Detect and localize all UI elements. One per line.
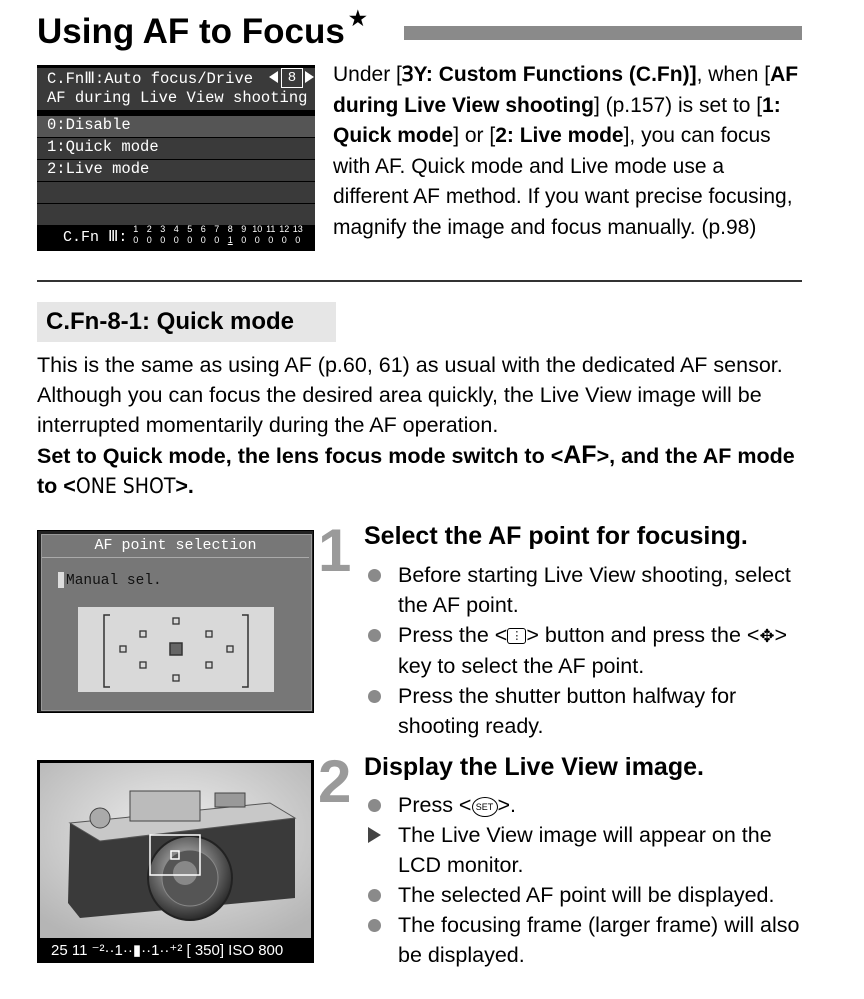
fn-number: 12 xyxy=(279,224,290,234)
right-arrow-icon xyxy=(305,71,314,83)
fn-setting-8 xyxy=(224,224,238,246)
step-2-bullet-3: The selected AF point will be displayed. xyxy=(398,883,775,907)
fn-number: 8 xyxy=(227,224,233,234)
af-screen-title: AF point selection xyxy=(94,537,257,554)
fn-value: 0 xyxy=(160,235,166,245)
fn-setting-13 xyxy=(291,224,305,246)
list-item xyxy=(364,681,804,741)
fn-number: 1 xyxy=(133,224,139,234)
fn-setting-12 xyxy=(278,224,292,246)
one-shot-symbol: ONE SHOT xyxy=(75,474,176,498)
function-settings-grid xyxy=(129,224,309,250)
live-view-screen xyxy=(37,760,314,963)
option-disable: 0:Disable xyxy=(47,116,131,134)
fn-number: 3 xyxy=(160,224,166,234)
af-symbol: AF xyxy=(563,441,597,469)
section-body xyxy=(37,350,812,501)
bullet-icon xyxy=(368,919,381,932)
intro-text-5: ], you can focus with AF. Quick mode and Live mode use a different AF method. If you want precise focusing, magnify the image and focus manually. (p.98) xyxy=(333,124,793,239)
live-view-status-bar: 25 11 ⁻²··1··▮··1··⁺² [ 350] ISO 800 xyxy=(51,942,284,959)
custom-function-screen xyxy=(37,65,315,251)
page-indicator: 8 xyxy=(281,68,303,88)
step-1-number: 1 xyxy=(318,517,352,584)
list-item xyxy=(364,820,804,880)
fn-setting-7 xyxy=(210,224,224,246)
intro-text-1: Under [ xyxy=(333,63,402,86)
set-button-icon: SET xyxy=(472,797,498,817)
list-item xyxy=(364,560,804,620)
fn-value: 0 xyxy=(214,235,220,245)
menu-line-category: C.FnⅢ:Auto focus/Drive xyxy=(47,70,254,88)
fn-setting-3 xyxy=(156,224,170,246)
intro-bold-2: AF during Live View shooting xyxy=(333,63,799,117)
fn-setting-11 xyxy=(264,224,278,246)
af-point-button-icon: ⋮ xyxy=(507,628,526,644)
fn-number: 7 xyxy=(214,224,220,234)
fn-value: 1 xyxy=(227,235,233,245)
fn-setting-2 xyxy=(143,224,157,246)
section-body-text: This is the same as using AF (p.60, 61) as usual with the dedicated AF sensor. Although you can focus the desired area quickly, the Live View image will be interrupted momentarily during the AF operation. xyxy=(37,353,783,437)
section-instruction xyxy=(37,441,795,498)
instruction-text-c: >. xyxy=(175,474,194,498)
page-title xyxy=(37,6,367,52)
fn-number: 9 xyxy=(241,224,247,234)
footer-label: C.Fn Ⅲ: xyxy=(63,229,128,246)
page-title-text: Using AF to Focus xyxy=(37,12,345,51)
title-bar-decoration xyxy=(404,26,802,40)
intro-bold-4: 2: Live mode xyxy=(495,124,624,147)
step-2-title: Display the Live View image. xyxy=(364,753,704,781)
step-2-bullet-4: The focusing frame (larger frame) will also be displayed. xyxy=(398,913,800,967)
fn-value: 0 xyxy=(133,235,139,245)
fn-value: 0 xyxy=(173,235,179,245)
section-heading: C.Fn-8-1: Quick mode xyxy=(37,302,336,342)
option-quick-mode: 1:Quick mode xyxy=(47,138,159,156)
fn-value: 0 xyxy=(146,235,152,245)
intro-paragraph xyxy=(333,60,803,243)
step-2-number: 2 xyxy=(318,748,352,815)
step-1-list xyxy=(364,560,804,741)
fn-number: 10 xyxy=(252,224,263,234)
intro-text-2: , when [ xyxy=(696,63,771,86)
list-item xyxy=(364,880,804,910)
list-item xyxy=(364,910,804,970)
fn-number: 13 xyxy=(292,224,303,234)
af-point-selected xyxy=(170,643,182,655)
intro-text-3: ] (p.157) is set to [ xyxy=(593,93,763,117)
step-1-bullet-2b: > button and press the < xyxy=(526,623,760,647)
fn-number: 11 xyxy=(266,224,276,234)
star-icon: ★ xyxy=(348,8,367,30)
multi-controller-icon: ✥ xyxy=(759,626,775,646)
fn-number: 4 xyxy=(173,224,179,234)
list-item xyxy=(364,620,804,681)
step-2-bullet-1b: >. xyxy=(497,793,517,817)
bullet-icon xyxy=(368,629,381,642)
bullet-icon xyxy=(368,799,381,812)
fn-value: 0 xyxy=(281,235,287,245)
camera-photo xyxy=(40,763,311,938)
fn-setting-10 xyxy=(251,224,265,246)
left-arrow-icon xyxy=(269,71,278,83)
af-mode-label: Manual sel. xyxy=(66,573,162,589)
fn-value: 0 xyxy=(187,235,193,245)
step-1-bullet-3: Press the shutter button halfway for shooting ready. xyxy=(398,684,737,738)
bullet-icon xyxy=(368,569,381,582)
intro-text-4: ] or [ xyxy=(453,124,496,147)
intro-bold-1: ꝪY: Custom Functions (C.Fn)] xyxy=(401,63,697,86)
fn-number: 2 xyxy=(146,224,152,234)
step-1-bullet-2c: > key to select the AF point. xyxy=(398,623,788,678)
step-1-bullet-1: Before starting Live View shooting, select the AF point. xyxy=(398,563,791,617)
fn-value: 0 xyxy=(295,235,301,245)
instruction-text-a: Set to Quick mode, the lens focus mode switch to < xyxy=(37,444,564,468)
fn-value: 0 xyxy=(200,235,206,245)
fn-value: 0 xyxy=(268,235,274,245)
fn-setting-6 xyxy=(197,224,211,246)
intro-bold-3: 1: Quick mode xyxy=(333,93,781,147)
fn-setting-9 xyxy=(237,224,251,246)
fn-setting-4 xyxy=(170,224,184,246)
result-arrow-icon xyxy=(368,827,381,843)
step-1-title: Select the AF point for focusing. xyxy=(364,522,748,550)
fn-setting-5 xyxy=(183,224,197,246)
menu-line-function: AF during Live View shooting xyxy=(47,89,308,107)
af-point-grid xyxy=(78,607,274,692)
bullet-icon xyxy=(368,889,381,902)
instruction-text-b: >, and the AF mode to < xyxy=(37,444,795,498)
list-item xyxy=(364,790,804,820)
step-2-list xyxy=(364,790,804,970)
fn-value: 0 xyxy=(254,235,260,245)
divider xyxy=(37,280,802,282)
af-point-screen xyxy=(37,530,314,713)
fn-number: 5 xyxy=(187,224,193,234)
step-2-bullet-2: The Live View image will appear on the LCD monitor. xyxy=(398,823,772,877)
fn-setting-1 xyxy=(129,224,143,246)
bullet-icon xyxy=(368,690,381,703)
option-live-mode: 2:Live mode xyxy=(47,160,150,178)
fn-number: 6 xyxy=(200,224,206,234)
step-1-bullet-2a: Press the < xyxy=(398,623,508,647)
step-2-bullet-1a: Press < xyxy=(398,793,472,817)
selection-marker xyxy=(58,572,64,588)
fn-value: 0 xyxy=(241,235,247,245)
